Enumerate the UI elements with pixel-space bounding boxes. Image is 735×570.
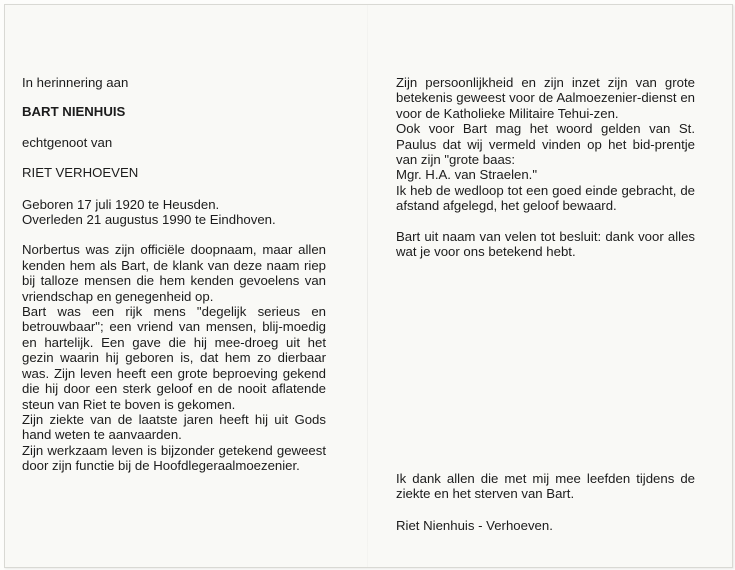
bio-paragraph-3: Zijn ziekte van de laatste jaren heeft hij uit Gods hand weten te aanvaarden.: [22, 411, 326, 443]
tribute-paragraph-2: Ook voor Bart mag het woord gelden van St. Paulus dat wij vermeld vinden op het bid-prentje van zijn "grote baas:: [396, 121, 695, 168]
intro-text: In herinnering aan: [22, 75, 129, 90]
right-page-footer: [396, 471, 695, 533]
card-fold: [367, 5, 368, 567]
deceased-name: BART NIENHUIS: [22, 104, 126, 120]
tribute-paragraph-1: Zijn persoonlijkheid en zijn inzet zijn van grote betekenis geweest voor de Aalmoezenier-dienst en voor de Katholieke Militaire Tehui-zen.: [396, 75, 695, 121]
closing-paragraph: Bart uit naam van velen tot besluit: dank voor alles wat je voor ons betekend hebt.: [396, 228, 695, 260]
signature: Riet Nienhuis - Verhoeven.: [396, 517, 553, 533]
bio-paragraph-1: Norbertus was zijn officiële doopnaam, maar allen kenden hem als Bart, de klank van deze naam riep bij talloze mensen die hem kenden gevoelens van vriendschap en genegenheid op.: [22, 242, 326, 304]
bio-paragraph-2: Bart was een rijk mens "degelijk serieus en betrouwbaar"; een vriend van mensen, blij-moedig en hartelijk. Een gave die hij mee-droeg uit het gezin waarin hij geboren is, dat hem zo dierbaar was. Zijn leven heeft een grote beproeving gekend die hij door een sterk geloof en de nooit aflatende steun van Riet te boven is gekomen.: [22, 304, 326, 412]
scripture-quote: Ik heb de wedloop tot een goed einde gebracht, de afstand afgelegd, het geloof bewaard.: [396, 182, 695, 214]
death-line: Overleden 21 augustus 1990 te Eindhoven.: [22, 212, 276, 228]
tribute-paragraph-2b: Mgr. H.A. van Straelen.": [396, 167, 538, 183]
left-page: [22, 75, 326, 474]
right-page: [396, 75, 695, 259]
spouse-name: RIET VERHOEVEN: [22, 165, 139, 181]
thanks-text: Ik dank allen die met mij mee leefden tijdens de ziekte en het sterven van Bart.: [396, 471, 695, 502]
spouse-label: echtgenoot van: [22, 134, 113, 150]
bio-paragraph-4: Zijn werkzaam leven is bijzonder getekend geweest door zijn functie bij de Hoofdlegeraalmoezenier.: [22, 442, 326, 474]
birth-line: Geboren 17 juli 1920 te Heusden.: [22, 196, 220, 212]
